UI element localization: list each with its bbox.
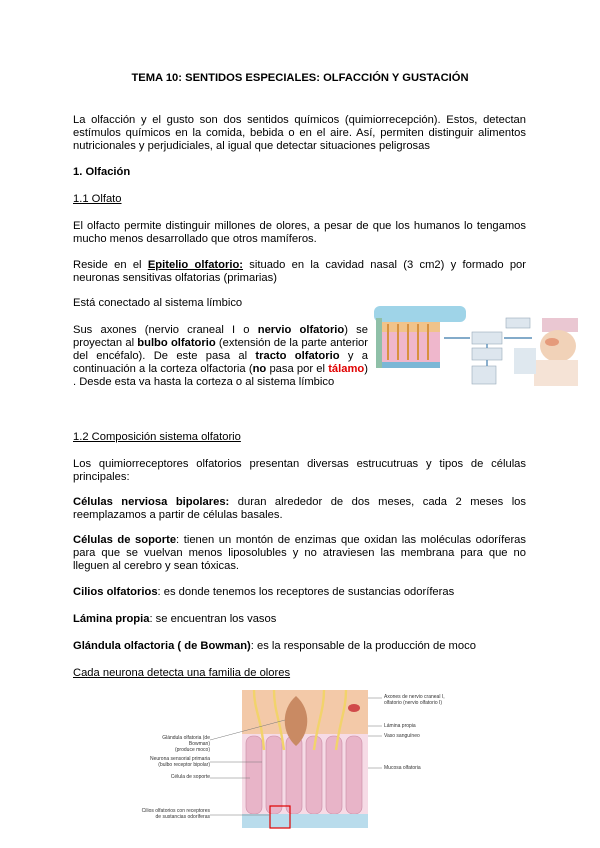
def-cilios: : es donde tenemos los receptores de sustancias odoríferas xyxy=(157,586,455,598)
subsection-heading-olfato: 1.1 Olfato xyxy=(73,193,122,205)
nasal-cavity xyxy=(545,338,559,346)
axones-no: no xyxy=(252,363,267,375)
epitelio-term: Epitelio olfatorio: xyxy=(147,259,244,271)
axones-bulbo: bulbo olfatorio xyxy=(137,337,216,349)
axones-g: y a continuación a la corteza olfactoria ( xyxy=(73,350,368,375)
subsection-heading-composicion: 1.2 Composición sistema olfatorio xyxy=(73,431,241,443)
term-glandula: Glándula olfactoria ( de Bowman) xyxy=(73,640,251,652)
def-celulas-nerviosas: duran alrededor de dos meses, cada 2 meses los reemplazamos a partir de células basales. xyxy=(73,496,526,521)
term-cilios: Cilios olfatorios xyxy=(73,586,158,598)
mucus-surface xyxy=(242,814,368,828)
epitelio-pre: Reside en el xyxy=(73,259,148,271)
intro-paragraph: La olfacción y el gusto son dos sentidos químicos (quimiorrecepción). Estos, detectan estímulos químicos en la comida, bebida o en el aire. Así, permiten distinguir alimentos nutricionales y perjudiciales, al igual que detectar situaciones peligrosas xyxy=(73,114,526,152)
side-label-bar xyxy=(376,318,382,368)
paragraph-cada-neurona: Cada neurona detecta una familia de olores xyxy=(73,667,291,679)
axones-c: ) se proyectan al xyxy=(73,324,368,349)
paragraph-limbico: Está conectado al sistema límbico xyxy=(73,297,243,309)
label-axons-nerve-i: Axones de nervio craneal I, olfatorio (nervio olfatorio I) xyxy=(384,694,445,706)
paragraph-cilios xyxy=(73,586,526,599)
olfactory-pathway-figure xyxy=(372,304,582,394)
label-support-cell: Célula de soporte xyxy=(170,774,210,780)
term-lamina: Lámina propia xyxy=(73,613,150,625)
paragraph-olfato: El olfacto permite distinguir millones de olores, a pesar de que los humanos lo tengamos mucho menos desarrollado que otros mamíferos. xyxy=(73,220,526,245)
paragraph-lamina xyxy=(73,613,526,626)
label-cilia-receptors: Cilios olfatorios con receptores de sustancias odoríferas xyxy=(141,808,210,820)
axones-tracto: tracto olfatorio xyxy=(255,350,340,362)
label-bowman-gland: Glándula olfatoria (de Bowman) (produce moco) xyxy=(162,735,210,753)
page-title: TEMA 10: SENTIDOS ESPECIALES: OLFACCIÓN Y GUSTACIÓN xyxy=(131,72,469,84)
head-shape xyxy=(540,330,576,362)
axones-e: (extensión de la parte anterior del encéfalo). De este pasa al xyxy=(73,337,369,362)
def-glandula: : es la responsable de la producción de moco xyxy=(250,640,476,652)
epitelio-post: situado en la cavidad nasal (3 cm2) y formado por neuronas sensitivas olfatorias (primarias) xyxy=(73,259,527,284)
paragraph-axones xyxy=(73,324,368,389)
legend-box xyxy=(514,348,536,374)
brain-region xyxy=(542,318,578,332)
axones-nervio: nervio olfatorio xyxy=(257,324,345,336)
paragraph-celulas-soporte xyxy=(73,534,526,573)
paragraph-celulas-nerviosas xyxy=(73,496,526,522)
mucus-layer xyxy=(380,362,440,368)
label-primary-neuron: Neurona sensorial primaria (bulbo receptor bipolar) xyxy=(149,756,210,768)
paragraph-epitelio xyxy=(73,259,526,285)
def-celulas-soporte: : tienen un montón de enzimas que oxidan las moléculas odoríferas para que se vuelvan menos liposolubles y no atraviesen las membrana para que no lleguen al cerebro y sean tóxicas. xyxy=(73,534,526,572)
axones-a: Sus axones (nervio craneal I o xyxy=(73,324,258,336)
term-celulas-soporte: Células de soporte xyxy=(73,534,177,546)
label-olfactory-mucosa: Mucosa olfatoria xyxy=(384,765,421,771)
paragraph-glandula xyxy=(73,640,526,653)
axones-i: pasa por el xyxy=(266,363,329,375)
section-heading-olfacion: 1. Olfación xyxy=(73,166,131,178)
paragraph-quimiorreceptores: Los quimiorreceptores olfatorios presentan diversas estrucutruas y tipos de células principales: xyxy=(73,458,526,483)
axones-k: ) . Desde esta va hasta la corteza o al sistema límbico xyxy=(73,363,368,388)
bulb-shape xyxy=(374,306,466,322)
label-blood-vessel: Vaso sanguíneo xyxy=(384,733,420,739)
axones-talamo: tálamo xyxy=(328,363,365,375)
blood-vessel xyxy=(348,704,360,712)
def-lamina: : se encuentran los vasos xyxy=(149,613,277,625)
label-lamina-propria: Lámina propia xyxy=(384,723,416,729)
neck-shape xyxy=(534,360,578,386)
term-celulas-nerviosas: Células nerviosa bipolares: xyxy=(73,496,230,508)
